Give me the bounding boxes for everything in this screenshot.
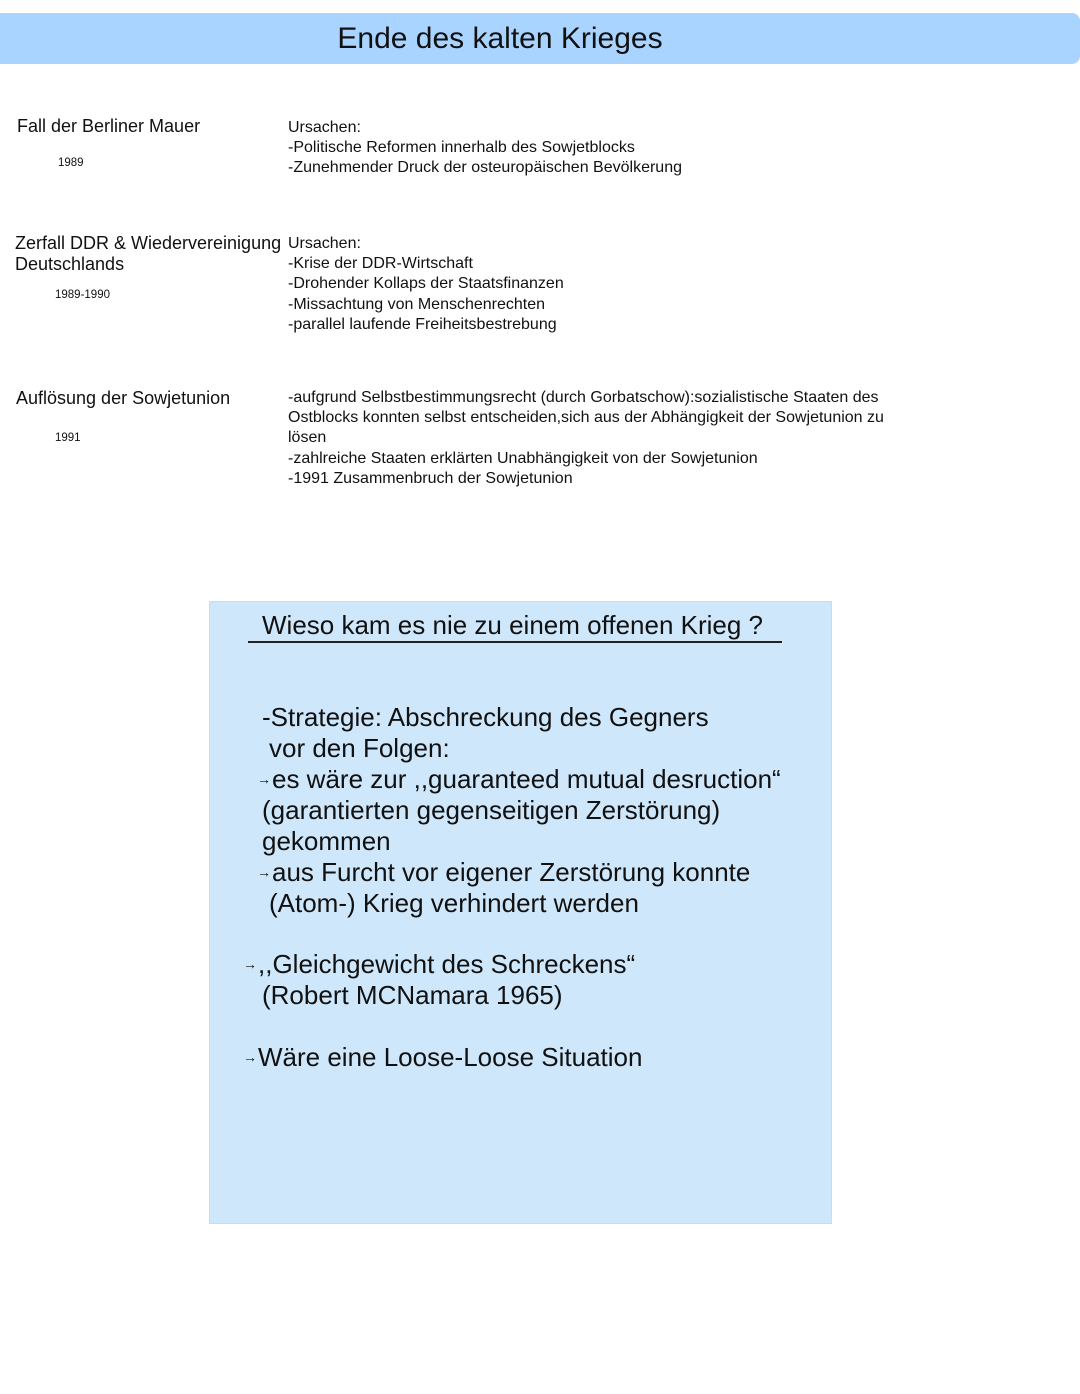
title-bar: [0, 13, 1080, 64]
callout-line: →es wäre zur ,,guaranteed mutual desruction“: [257, 764, 781, 794]
callout-line: vor den Folgen:: [269, 733, 450, 763]
event-causes: [288, 118, 682, 179]
cause-line: -aufgrund Selbstbestimmungsrecht (durch Gorbatschow):sozialistische Staaten des: [288, 389, 879, 406]
event-title: Auflösung der Sowjetunion: [16, 388, 231, 408]
cause-line: -parallel laufende Freiheitsbestrebung: [288, 315, 557, 333]
event-title-line-2: Deutschlands: [15, 254, 125, 274]
callout-line: →,,Gleichgewicht des Schreckens“: [243, 949, 636, 979]
cause-line: Ursachen:: [288, 235, 361, 252]
callout-line: →aus Furcht vor eigener Zerstörung konnte: [257, 857, 751, 887]
title-underline: [248, 641, 782, 643]
cause-line: -Politische Reformen innerhalb des Sowjetblocks: [288, 139, 635, 157]
cause-line: -Zunehmender Druck der osteuropäischen Bevölkerung: [288, 159, 682, 177]
event-causes: [288, 388, 884, 489]
callout-line: -Strategie: Abschreckung des Gegners: [262, 702, 709, 732]
callout-line: →Wäre eine Loose-Loose Situation: [243, 1042, 643, 1072]
callout-line: (garantierten gegenseitigen Zerstörung): [262, 795, 721, 825]
event-causes: [288, 234, 564, 335]
event-title: Fall der Berliner Mauer: [17, 116, 201, 136]
cause-line: Ostblocks konnten selbst entscheiden,sich aus der Abhängigkeit der Sowjetunion zu: [288, 409, 884, 427]
arrow-right-icon: →: [257, 864, 271, 880]
callout-line: (Robert MCNamara 1965): [262, 980, 563, 1010]
cause-line: -1991 Zusammenbruch der Sowjetunion: [288, 469, 573, 487]
cause-line: -Missachtung von Menschenrechten: [288, 295, 546, 313]
arrow-right-icon: →: [243, 1049, 257, 1065]
cause-line: -Drohender Kollaps der Staatsfinanzen: [288, 275, 564, 293]
arrow-right-icon: →: [257, 771, 271, 787]
cause-line: Ursachen:: [288, 119, 361, 136]
event-title: Zerfall DDR & Wiedervereinigung: [15, 233, 282, 253]
page-title: Ende des kalten Krieges: [337, 22, 663, 55]
arrow-right-icon: →: [243, 956, 257, 972]
callout-box: [209, 601, 832, 1224]
callout-title: Wieso kam es nie zu einem offenen Krieg ?: [262, 610, 764, 640]
cause-line: -zahlreiche Staaten erklärten Unabhängigkeit von der Sowjetunion: [288, 449, 758, 467]
event-year: 1991: [55, 432, 81, 444]
event-year: 1989-1990: [55, 289, 110, 301]
callout-line: (Atom-) Krieg verhindert werden: [269, 888, 639, 918]
cause-line: -Krise der DDR-Wirtschaft: [288, 255, 473, 273]
event-year: 1989: [58, 157, 84, 169]
cause-line: lösen: [288, 429, 327, 447]
callout-line: gekommen: [262, 826, 391, 856]
